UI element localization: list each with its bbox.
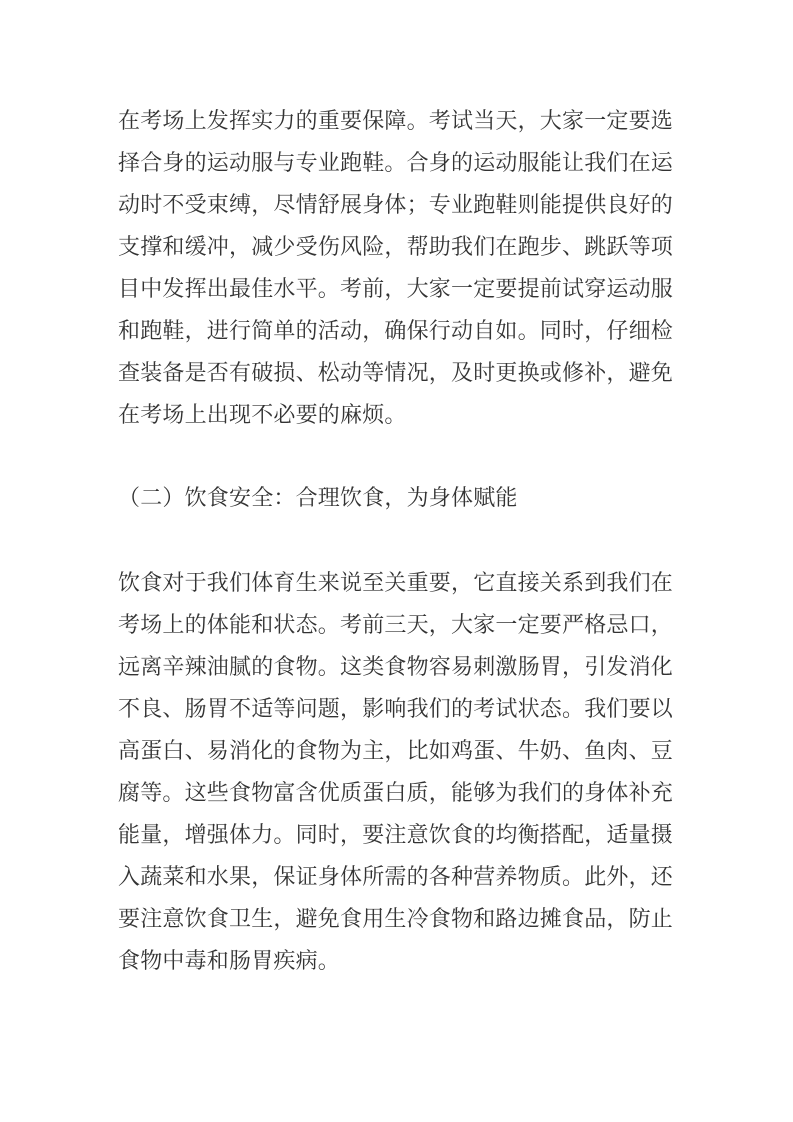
text-line: 考场上的体能和状态。考前三天，大家一定要严格忌口， bbox=[118, 612, 674, 637]
article-content bbox=[118, 100, 674, 982]
text-line: 能量，增强体力。同时，要注意饮食的均衡搭配，适量摄 bbox=[118, 822, 674, 847]
text-line: 目中发挥出最佳水平。考前，大家一定要提前试穿运动服 bbox=[118, 276, 674, 301]
text-line: 高蛋白、易消化的食物为主，比如鸡蛋、牛奶、鱼肉、豆 bbox=[118, 738, 674, 763]
text-line: 择合身的运动服与专业跑鞋。合身的运动服能让我们在运 bbox=[118, 150, 674, 175]
text-line: 腐等。这些食物富含优质蛋白质，能够为我们的身体补充 bbox=[118, 780, 674, 805]
text-line: 动时不受束缚，尽情舒展身体；专业跑鞋则能提供良好的 bbox=[118, 192, 674, 217]
text-line: 和跑鞋，进行简单的活动，确保行动自如。同时，仔细检 bbox=[118, 318, 674, 343]
text-line: 在考场上出现不必要的麻烦。 bbox=[118, 402, 407, 427]
section-heading-diet-safety: （二）饮食安全：合理饮食，为身体赋能 bbox=[118, 485, 518, 510]
text-line: 查装备是否有破损、松动等情况，及时更换或修补，避免 bbox=[118, 360, 674, 385]
text-line: 不良、肠胃不适等问题，影响我们的考试状态。我们要以 bbox=[118, 696, 674, 721]
text-line: 要注意饮食卫生，避免食用生冷食物和路边摊食品，防止 bbox=[118, 906, 674, 931]
text-line: 支撑和缓冲，减少受伤风险，帮助我们在跑步、跳跃等项 bbox=[118, 234, 674, 259]
text-line: 入蔬菜和水果，保证身体所需的各种营养物质。此外，还 bbox=[118, 864, 674, 889]
paragraph-diet-safety bbox=[118, 562, 674, 982]
text-line: 饮食对于我们体育生来说至关重要，它直接关系到我们在 bbox=[118, 570, 674, 595]
paragraph-equipment-safety bbox=[118, 100, 674, 436]
text-line: 在考场上发挥实力的重要保障。考试当天，大家一定要选 bbox=[118, 108, 674, 133]
text-line: 食物中毒和肠胃疾病。 bbox=[118, 948, 341, 973]
text-line: 远离辛辣油腻的食物。这类食物容易刺激肠胃，引发消化 bbox=[118, 654, 674, 679]
